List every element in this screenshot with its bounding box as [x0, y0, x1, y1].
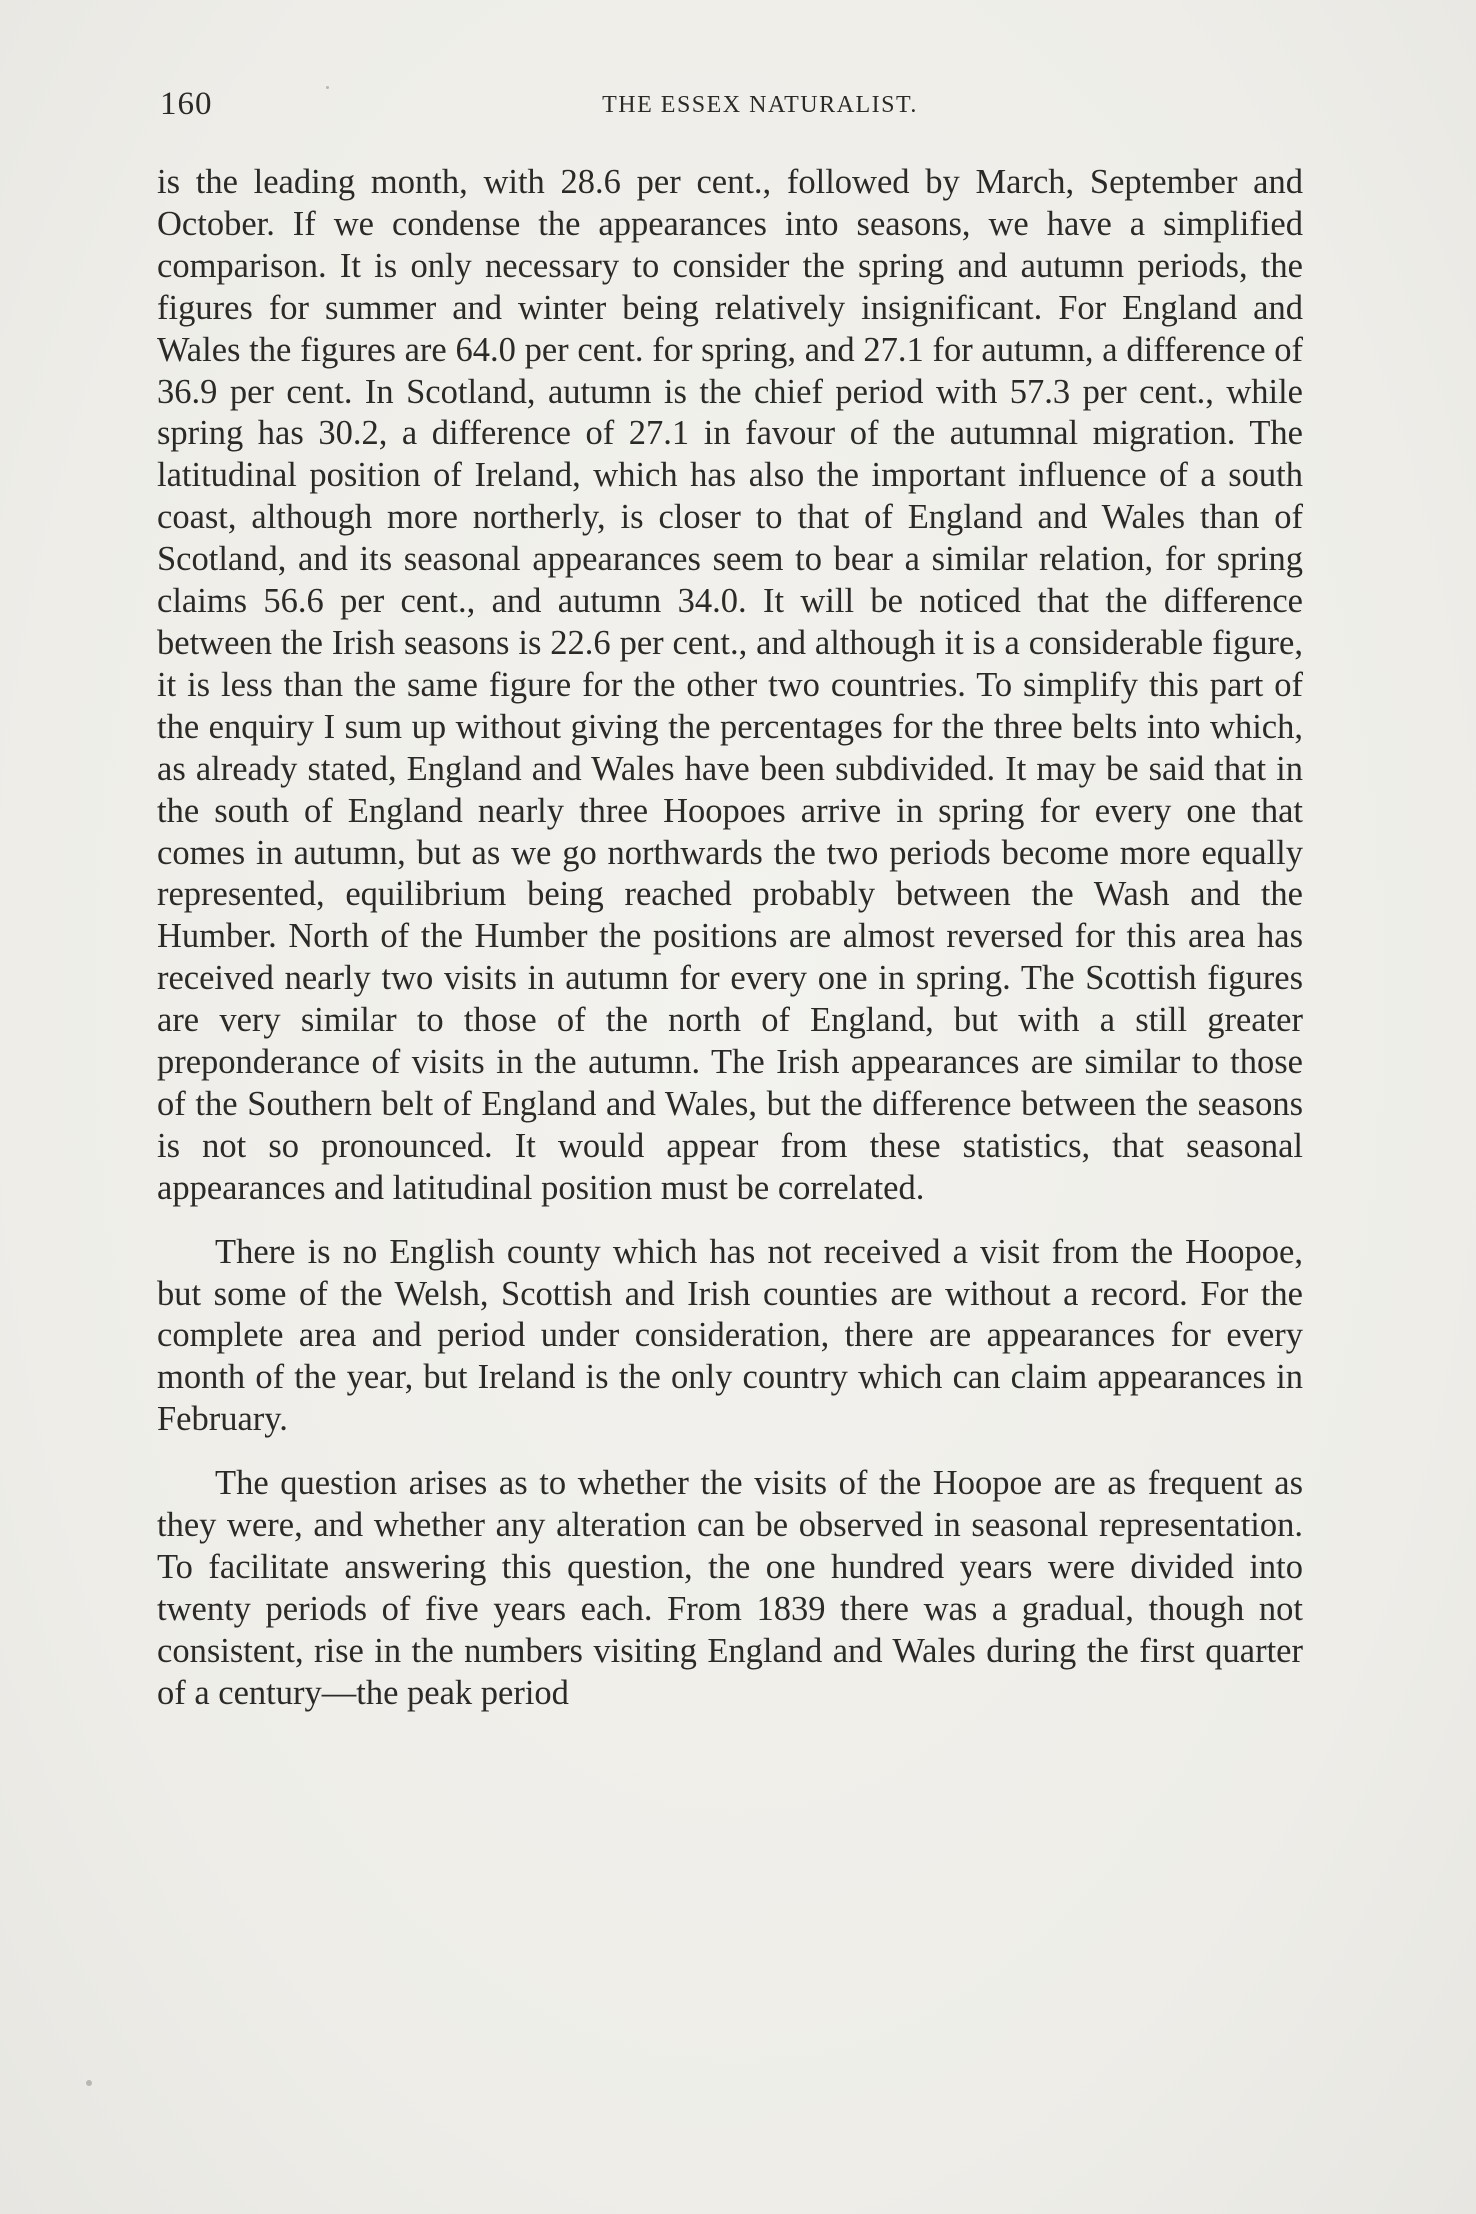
page-number: 160 [160, 86, 213, 122]
paragraph-continued: is the leading month, with 28.6 per cent., followed by March, September and October. If we condense the appearances into seasons, we have a simplified comparison. It is only necessary to consider the spring and autumn periods, the figures for summer and winter being relatively insignificant. For England and Wales the figures are 64.0 per cent. for spring, and 27.1 for autumn, a difference of 36.9 per cent. In Scotland, autumn is the chief period with 57.3 per cent., while spring has 30.2, a difference of 27.1 in favour of the autumnal migration. The latitudinal position of Ireland, which has also the important influence of a south coast, although more northerly, is closer to that of England and Wales than of Scotland, and its seasonal appearances seem to bear a similar relation, for spring claims 56.6 per cent., and autumn 34.0. It will be noticed that the difference between the Irish seasons is 22.6 per cent., and although it is a considerable figure, it is less than the same figure for the other two countries. To simplify this part of the enquiry I sum up without giving the percentages for the three belts into which, as already stated, England and Wales have been subdivided. It may be said that in the south of England nearly three Hoopoes arrive in spring for every one that comes in autumn, but as we go northwards the two periods become more equally represented, equilibrium being reached probably between the Wash and the Humber. North of the Humber the positions are almost reversed for this area has received nearly two visits in autumn for every one in spring. The Scottish figures are very similar to those of the north of England, but with a still greater preponderance of visits in the autumn. The Irish appearances are similar to those of the Southern belt of England and Wales, but the difference between the seasons is not so pronounced. It would appear from these statistics, that seasonal appearances and latitudinal position must be correlated. [157, 163, 1303, 1207]
paper-speck [86, 2080, 92, 2086]
journal-title: THE ESSEX NATURALIST. [602, 92, 918, 118]
paper-speck [326, 86, 329, 89]
paragraph-frequency-question: The question arises as to whether the visits of the Hoopoe are as frequent as they were, and whether any alteration can be observed in seasonal representation. To facilitate answering this question, the one hundred years were divided into twenty periods of five years each. From 1839 there was a gradual, though not consistent, rise in the numbers visiting England and Wales during the first quarter of a century—the peak period [157, 1464, 1303, 1712]
body-text [157, 162, 1303, 1715]
paragraph-county-records: There is no English county which has not received a visit from the Hoopoe, but some of the Welsh, Scottish and Irish counties are without a record. For the complete area and period under consideration, there are appearances for every month of the year, but Ireland is the only country which can claim appearances in February. [157, 1232, 1303, 1439]
running-head [160, 86, 1300, 136]
